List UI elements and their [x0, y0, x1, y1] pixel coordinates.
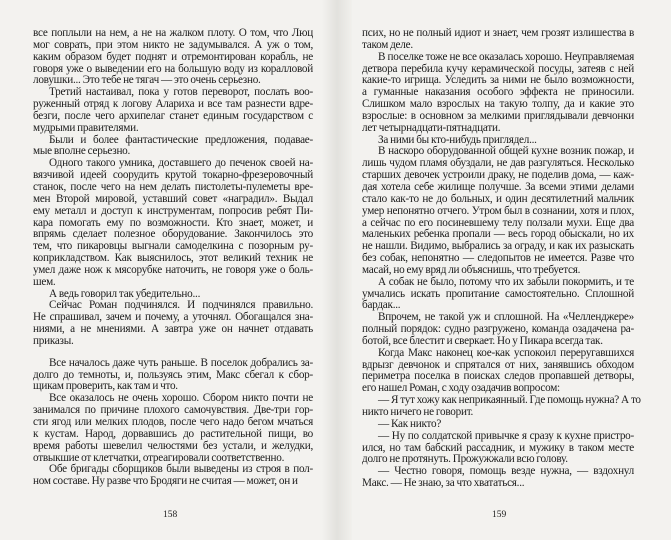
text-line: умчались искать пропитание самостоятельно. Сплошной	[362, 287, 634, 300]
page-number-right: 159	[492, 510, 507, 520]
paragraph	[362, 146, 634, 276]
text-line: ниями, а не мнениями. А завтра уже он начнет отдавать	[33, 323, 313, 336]
text-line: ился, но там бабский рассадник, и мужику в таком месте	[362, 441, 634, 454]
text-line: долго не протянуть. Прожужжали всю голову.	[362, 453, 568, 466]
text-line: говоря уже о выведении его на большую воду из коралловой	[33, 62, 313, 75]
paragraph	[33, 393, 313, 464]
text-line: тем, что пикаровцы выгнали самоделкина с позорным ру-	[33, 240, 313, 253]
text-line: А собак не было, потому что их забыли покормить, и те	[378, 275, 634, 288]
text-line: приказы.	[33, 334, 74, 347]
text-line: В поселке тоже не все оказалась хорошо. Неуправляемая	[378, 50, 634, 63]
text-line: умел даже нож к мясорубке наточить, не говоря уже о боль-	[33, 263, 313, 276]
text-line: полный порядок: судно разгружено, команда озадачена ра-	[362, 323, 634, 336]
text-line: щикам проверить, как там и что.	[33, 380, 178, 393]
paragraph	[362, 52, 634, 135]
text-line: Одного такого умника, доставшего до печенок своей на-	[49, 157, 313, 170]
text-line: Обе бригады сборщиков были выведены из строя в пол-	[49, 463, 313, 476]
text-line: — Я тут хожу как неприкаянный. Где помощь нужна? А то	[378, 394, 641, 407]
text-line: масай, но ему вряд ли объяснишь, что требуется.	[362, 263, 581, 276]
paragraph	[362, 466, 634, 490]
paragraph	[33, 358, 313, 394]
text-line: умер непонятно отчего. Утром был в сознании, хотя и плох,	[362, 204, 634, 217]
text-line: время работы шевелил челюстями без устали, и желудки,	[33, 439, 313, 452]
text-line: вязчивой идеей соорудить крутой токарно-фрезеровочный	[33, 169, 313, 182]
paragraph	[362, 431, 634, 467]
text-line: без собак, непонятно — следопытов не имеется. Разве что	[362, 252, 634, 265]
text-line: долго до темноты, и, пользуясь этим, Макс сбегал к сбор-	[33, 368, 313, 381]
text-line: коприкладством. Как выяснилось, этот великий техник не	[33, 252, 313, 265]
paragraph	[362, 419, 634, 431]
text-line: старших девочек устроили драку, не поделив дома, — каж-	[362, 169, 634, 182]
text-line: мог соврать, при этом никто не задумывался. А уж о том,	[33, 38, 313, 51]
text-line: лет четырнадцати-пятнадцати.	[362, 121, 501, 134]
text-line: никто ничего не говорит.	[362, 406, 474, 418]
text-line: Все началось даже чуть раньше. В поселок добрались за-	[49, 356, 313, 369]
paragraph	[362, 312, 634, 348]
text-line: лишь чудом пламя обуздали, не дав разгуляться. Несколько	[362, 157, 634, 170]
text-line: ему металл и доступ к инструментам, попросив ребят Пи-	[33, 204, 313, 217]
text-line: Слишком мало взрослых на такую толпу, да и какие это	[362, 98, 634, 111]
text-line: Когда Макс наконец кое-как успокоил переругавшихся	[378, 346, 634, 359]
text-line: кара помогать ему по возможности. Кто знает, может, и	[33, 216, 313, 229]
paragraph	[362, 277, 634, 313]
text-line: какие-то игрища. Уследить за ними не было возможности,	[362, 74, 634, 87]
text-line: псих, но не полный идиот и знает, чем грозят излишества в	[362, 27, 634, 39]
text-line: В наскоро оборудованной общей кухне возник пожар, и	[378, 145, 634, 158]
text-line: мые вполне серьезно.	[33, 145, 131, 158]
text-line: к кустам. Народ, дорвавшись до растительной пищи, во	[33, 427, 313, 440]
text-line: ном составе. Ну разве что Бродяги не считая — может, он и	[33, 475, 298, 488]
text-line: ботой, все блестит и сверкает. Но у Пикара всегда так.	[362, 334, 603, 347]
text-line: а сейчас по его посиневшему телу ползали мухи. Еще два	[362, 216, 634, 229]
left-page	[33, 28, 313, 488]
text-line: Сейчас Роман подчинялся. И подчинялся правильно.	[49, 299, 313, 312]
text-line: впрямь сделает полезное оборудование. Закончилось это	[33, 228, 313, 241]
text-line: периметра поселка в поисках следов пропавшей детворы,	[362, 370, 634, 383]
text-line: вдрызг девчонок и спрятался от них, занявшись обходом	[362, 358, 634, 371]
page-number-left: 158	[163, 510, 178, 520]
text-line: все поплыли на нем, а не на жалком плоту. О том, что Люц	[33, 27, 313, 39]
text-line: взрослые: в основном за мелкими приглядывали девчонки	[362, 109, 634, 122]
text-line: маленьких ребенка пропали — весь город обыскали, но их	[362, 228, 634, 241]
text-line: ловушки... Это тебе не тягач — это очень серьезно.	[33, 74, 261, 87]
text-line: Были и более фантастические предложения, подавае-	[49, 133, 313, 146]
text-line: а гуманные наказания особого эффекта не приносили.	[362, 86, 634, 99]
text-line: Не спрашивал, зачем и почему, а уточнял. Обогащался зна-	[33, 311, 313, 324]
text-line: детвора перебила кучу керамической посуды, затеяв с ней	[362, 62, 634, 75]
text-line: бардак...	[362, 299, 401, 312]
text-line: Впрочем, не такой уж и сплошной. На «Челленджере»	[378, 311, 634, 324]
text-line: Макс. — Не знаю, за что хвататься...	[362, 477, 525, 490]
paragraph	[362, 348, 634, 395]
paragraph	[362, 28, 634, 52]
text-line: мен Второй мировой, уставший совет «наградил». Выдал	[33, 192, 313, 205]
text-line: За ними бы кто-нибудь приглядел...	[378, 133, 537, 146]
paragraph	[33, 158, 313, 288]
text-line: — Честно говоря, помощь везде нужна, — вздохнул	[378, 465, 634, 478]
text-line: Все оказалось не очень хорошо. Сбором никто почти не	[49, 392, 313, 405]
paragraph	[33, 135, 313, 159]
right-page	[362, 27, 641, 490]
paragraph	[33, 300, 313, 347]
text-line: станок, после чего на нем делать пистолеты-пулеметы вре-	[33, 180, 313, 193]
text-line: стало как-то не до больных, и один десятилетний мальчик	[362, 192, 634, 205]
text-line: занимался по причине плохого самочувствия. Две-три гор-	[33, 404, 313, 417]
paragraph	[33, 464, 313, 488]
text-line: каким образом будет поднят и отремонтирован корабль, не	[33, 50, 313, 63]
text-line: — Как никто?	[378, 417, 442, 430]
text-line: сти ягод или мелких плодов, после чего надо бегом мчаться	[33, 416, 313, 428]
text-line: безги, после чего архипелаг станет единым государством с	[33, 109, 313, 122]
text-line: дая хотела себе жилище получше. За всеми этими делами	[362, 180, 634, 193]
text-line: шем.	[33, 275, 56, 288]
text-line: таком деле.	[362, 38, 413, 51]
paragraph	[362, 394, 641, 419]
text-line: мудрыми правителями.	[33, 121, 139, 134]
paragraph	[33, 28, 313, 87]
text-line: отвыкшие от клетчатки, отреагировали соответственно.	[33, 451, 285, 464]
text-line: А ведь говорил так убедительно...	[49, 287, 201, 300]
text-line: не нашли. Видимо, выбрались за ограду, и как их разыскать	[362, 240, 634, 253]
book-gutter	[322, 0, 352, 540]
text-line: — Ну по солдатской привычке я сразу к кухне пристро-	[378, 429, 634, 442]
text-line: Третий настаивал, пока у готов переворот, послать воо-	[49, 86, 313, 99]
paragraph	[33, 87, 313, 134]
text-line: его нашел Роман, с ходу озадачив вопросом:	[362, 382, 560, 395]
text-line: руженный отряд к логову Алариха и все там разнести вдре-	[33, 98, 313, 111]
